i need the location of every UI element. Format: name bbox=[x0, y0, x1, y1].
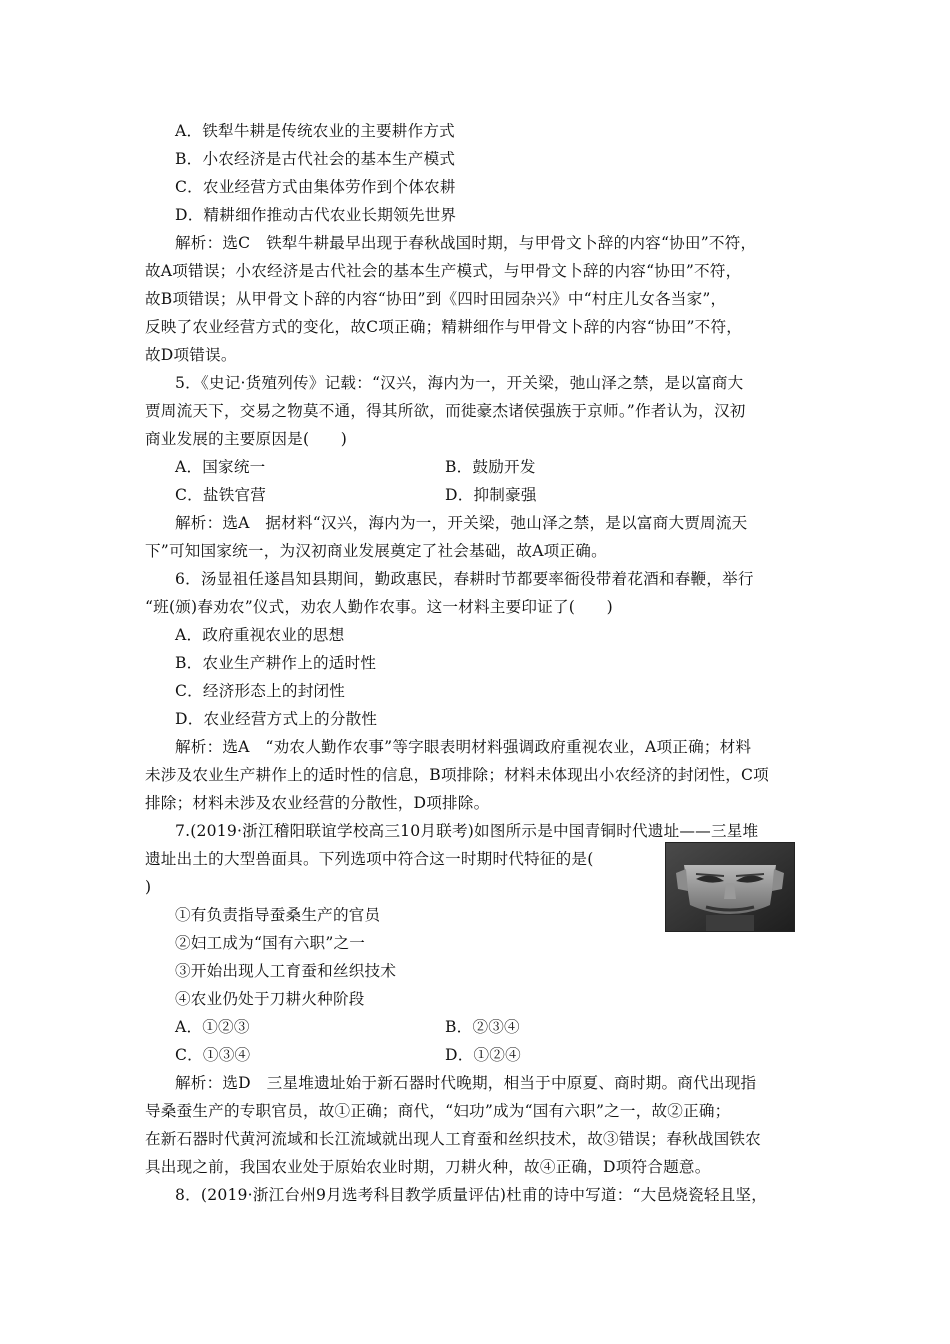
q6-option-a: A．政府重视农业的思想 bbox=[175, 626, 345, 644]
q5-option-a: A．国家统一 bbox=[175, 458, 266, 476]
q4-analysis-line: 故D项错误。 bbox=[145, 346, 237, 364]
q7-item: ④农业仍处于刀耕火种阶段 bbox=[175, 990, 365, 1008]
q7-stem-line: 7.(2019·浙江稽阳联谊学校高三10月联考)如图所示是中国青铜时代遗址——三星堆 bbox=[175, 822, 759, 840]
q5-stem-line: 商业发展的主要原因是( ) bbox=[145, 430, 348, 448]
q5-option-d: D．抑制豪强 bbox=[445, 486, 537, 504]
q4-analysis-line: 解析：选C 铁犁牛耕最早出现于春秋战国时期，与甲骨文卜辞的内容“协田”不符， bbox=[175, 234, 757, 252]
q8-stem-line: 8．(2019·浙江台州9月选考科目教学质量评估)杜甫的诗中写道：“大邑烧瓷轻且坚， bbox=[175, 1186, 768, 1204]
q7-option-d: D．①②④ bbox=[445, 1046, 521, 1064]
q4-analysis-line: 故B项错误；从甲骨文卜辞的内容“协田”到《四时田园杂兴》中“村庄儿女各当家”， bbox=[145, 290, 727, 308]
q4-analysis-line: 故A项错误；小农经济是古代社会的基本生产模式，与甲骨文卜辞的内容“协田”不符， bbox=[145, 262, 742, 280]
q6-stem-line: 6．汤显祖任遂昌知县期间，勤政惠民，春耕时节都要率衙役带着花酒和春鞭，举行 bbox=[175, 570, 754, 588]
q6-option-d: D．农业经营方式上的分散性 bbox=[175, 710, 378, 728]
q6-analysis-line: 未涉及农业生产耕作上的适时性的信息，B项排除；材料未体现出小农经济的封闭性，C项 bbox=[145, 766, 769, 784]
q7-analysis-line: 解析：选D 三星堆遗址始于新石器时代晚期，相当于中原夏、商时期。商代出现指 bbox=[175, 1074, 757, 1092]
q4-option-c: C．农业经营方式由集体劳作到个体农耕 bbox=[175, 178, 456, 196]
q6-stem-line: “班(颁)春劝农”仪式，劝农人勤作农事。这一材料主要印证了( ) bbox=[145, 598, 613, 616]
q7-item: ②妇工成为“国有六职”之一 bbox=[175, 934, 366, 952]
q5-stem-line: 贾周流天下，交易之物莫不通，得其所欲，而徙豪杰诸侯强族于京师。”作者认为，汉初 bbox=[145, 402, 746, 420]
q7-option-a: A．①②③ bbox=[175, 1018, 250, 1036]
q4-option-d: D．精耕细作推动古代农业长期领先世界 bbox=[175, 206, 457, 224]
q7-item: ③开始出现人工育蚕和丝织技术 bbox=[175, 962, 397, 980]
q7-option-b: B．②③④ bbox=[445, 1018, 520, 1036]
q5-analysis-line: 解析：选A 据材料“汉兴，海内为一，开关梁，弛山泽之禁，是以富商大贾周流天 bbox=[175, 514, 748, 532]
q6-analysis-line: 解析：选A “劝农人勤作农事”等字眼表明材料强调政府重视农业，A项正确；材料 bbox=[175, 738, 752, 756]
bronze-mask-image bbox=[665, 842, 795, 932]
q5-option-c: C．盐铁官营 bbox=[175, 486, 267, 504]
q6-analysis-line: 排除；材料未涉及农业经营的分散性，D项排除。 bbox=[145, 794, 490, 812]
q6-option-b: B．农业生产耕作上的适时性 bbox=[175, 654, 377, 672]
q7-analysis-line: 具出现之前，我国农业处于原始农业时期，刀耕火种，故④正确，D项符合题意。 bbox=[145, 1158, 711, 1176]
q4-option-a: A．铁犁牛耕是传统农业的主要耕作方式 bbox=[175, 122, 455, 140]
q6-option-c: C．经济形态上的封闭性 bbox=[175, 682, 346, 700]
q7-stem-line: 遗址出土的大型兽面具。下列选项中符合这一时期时代特征的是( bbox=[145, 850, 594, 868]
q7-stem-line: ) bbox=[145, 878, 152, 896]
bronze-mask-icon bbox=[666, 843, 794, 931]
q4-option-b: B．小农经济是古代社会的基本生产模式 bbox=[175, 150, 456, 168]
q5-option-b: B．鼓励开发 bbox=[445, 458, 536, 476]
q7-option-c: C．①③④ bbox=[175, 1046, 251, 1064]
q5-analysis-line: 下”可知国家统一，为汉初商业发展奠定了社会基础，故A项正确。 bbox=[145, 542, 607, 560]
q5-stem-line: 5．《史记·货殖列传》记载：“汉兴，海内为一，开关梁，弛山泽之禁，是以富商大 bbox=[175, 374, 744, 392]
q7-analysis-line: 导桑蚕生产的专职官员，故①正确；商代，“妇功”成为“国有六职”之一，故②正确； bbox=[145, 1102, 731, 1120]
q7-item: ①有负责指导蚕桑生产的官员 bbox=[175, 906, 381, 924]
q4-analysis-line: 反映了农业经营方式的变化，故C项正确；精耕细作与甲骨文卜辞的内容“协田”不符， bbox=[145, 318, 743, 336]
q7-analysis-line: 在新石器时代黄河流域和长江流域就出现人工育蚕和丝织技术，故③错误；春秋战国铁农 bbox=[145, 1130, 761, 1148]
